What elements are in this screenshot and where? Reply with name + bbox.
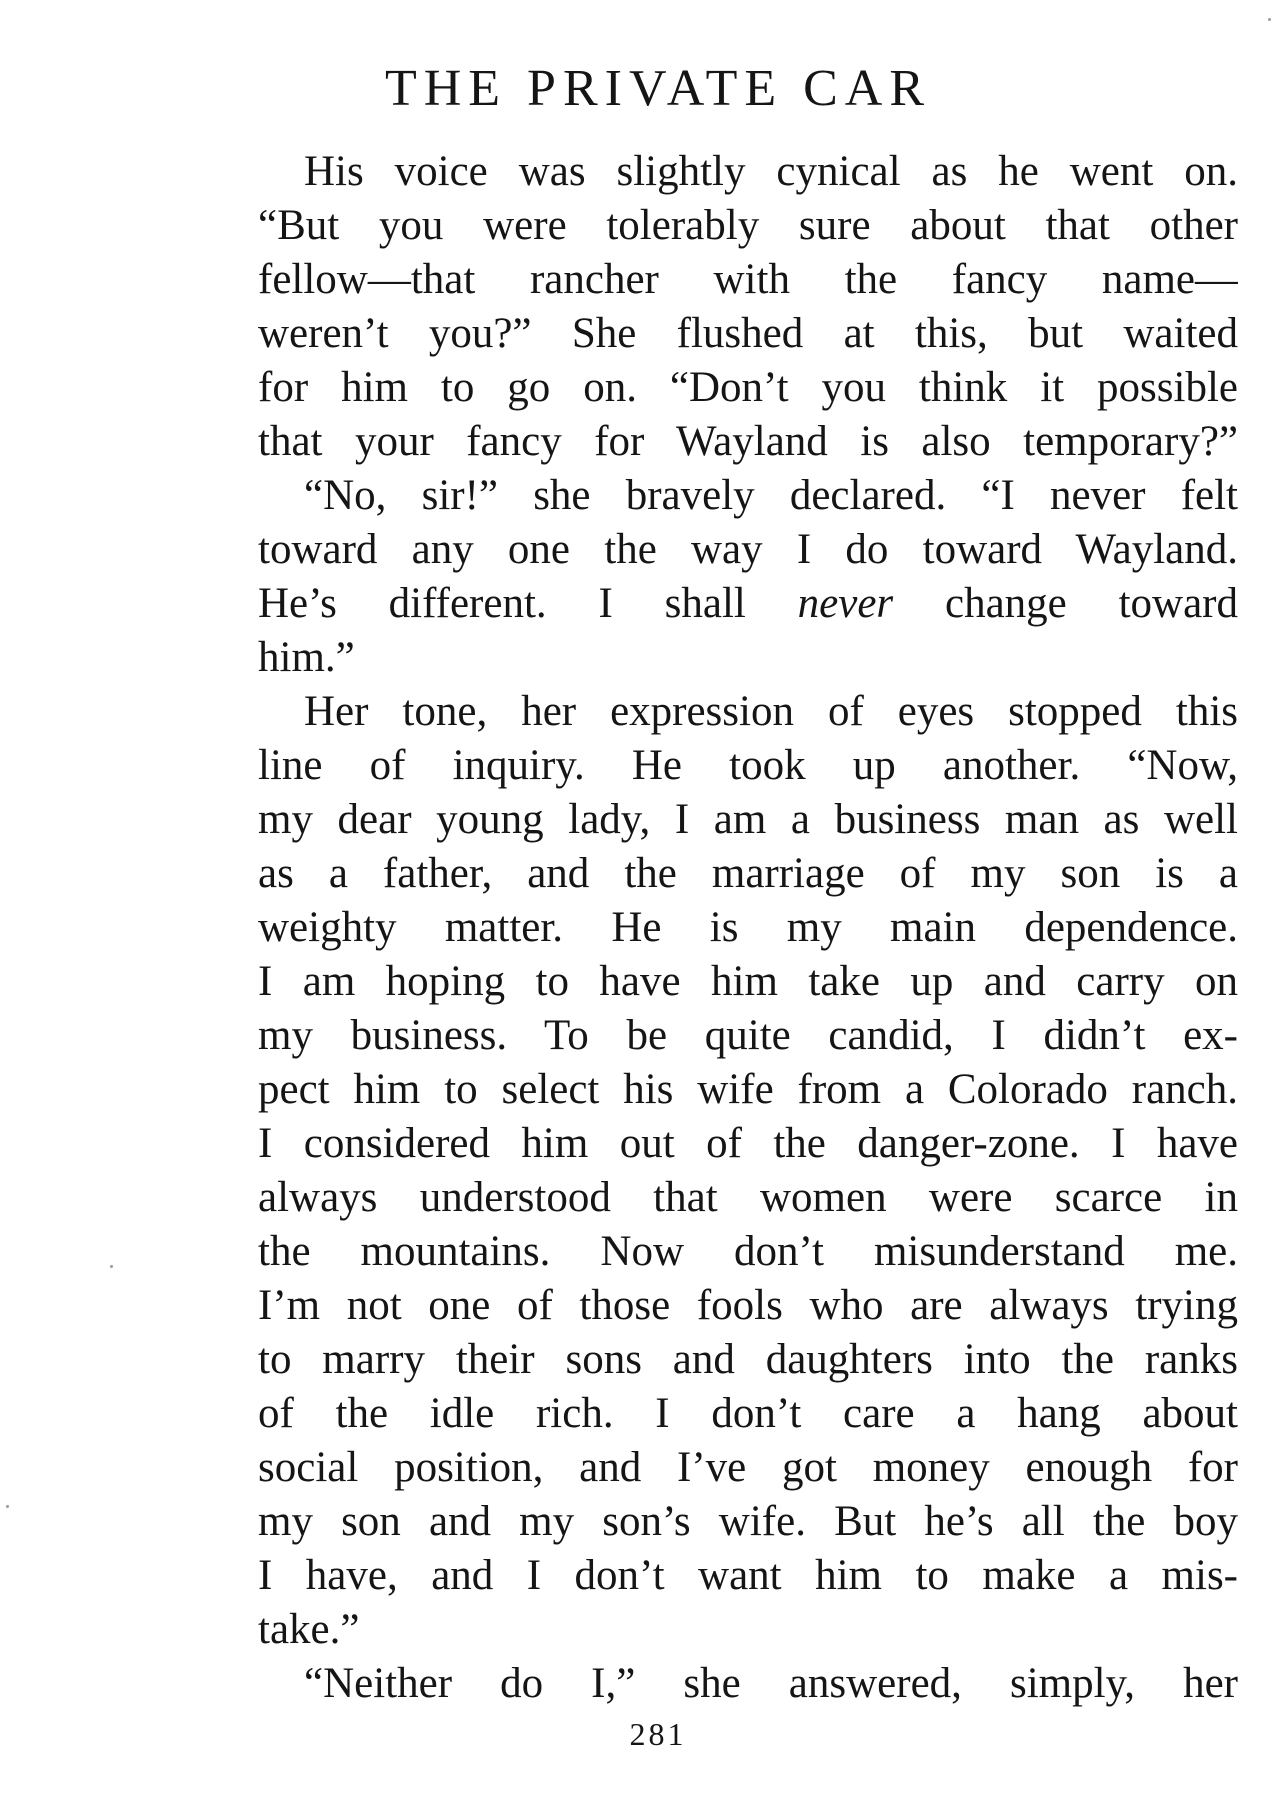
text-line: my business. To be quite candid, I didn’t ex- (258, 1012, 1238, 1059)
text-line: him.” (258, 634, 355, 681)
text-line: my son and my son’s wife. But he’s all the boy (258, 1498, 1238, 1545)
emphasis: never (797, 580, 894, 627)
text-line: for him to go on. “Don’t you think it possible (258, 364, 1238, 411)
text-line: weren’t you?” She flushed at this, but waited (258, 310, 1238, 357)
text-line: I have, and I don’t want him to make a mis- (258, 1552, 1238, 1599)
text-line: Her tone, her expression of eyes stopped this (304, 688, 1238, 735)
text-line: He’s different. I shall never change toward (258, 580, 1238, 627)
paper-speck (1268, 18, 1271, 21)
text-line: “But you were tolerably sure about that other (258, 202, 1238, 249)
text-line: His voice was slightly cynical as he went on. (304, 148, 1238, 195)
paper-speck (110, 1265, 113, 1268)
running-head: THE PRIVATE CAR (384, 60, 932, 117)
text-line: to marry their sons and daughters into the ranks (258, 1336, 1238, 1383)
text-line: of the idle rich. I don’t care a hang about (258, 1390, 1238, 1437)
text-line: “Neither do I,” she answered, simply, her (304, 1660, 1238, 1707)
text-line: I’m not one of those fools who are always trying (258, 1282, 1238, 1329)
text-line: take.” (258, 1606, 360, 1653)
text-line: social position, and I’ve got money enough for (258, 1444, 1238, 1491)
text-line: as a father, and the marriage of my son is a (258, 850, 1238, 897)
text-line: “No, sir!” she bravely declared. “I never felt (304, 472, 1238, 519)
page-number: 281 (629, 1716, 687, 1752)
text-line: my dear young lady, I am a business man as well (258, 796, 1238, 843)
body-text (258, 145, 1238, 1711)
text-line: I am hoping to have him take up and carry on (258, 958, 1238, 1005)
text-line: toward any one the way I do toward Wayland. (258, 526, 1238, 573)
text-line: always understood that women were scarce in (258, 1174, 1238, 1221)
text-line: weighty matter. He is my main dependence. (258, 904, 1238, 951)
text-line: pect him to select his wife from a Colorado ranch. (258, 1066, 1238, 1113)
text-line: the mountains. Now don’t misunderstand me. (258, 1228, 1238, 1275)
text-line: I considered him out of the danger-zone. I have (258, 1120, 1238, 1167)
text-line: line of inquiry. He took up another. “Now, (258, 742, 1238, 789)
text-line: that your fancy for Wayland is also temporary?” (258, 418, 1238, 465)
paper-speck (6, 1505, 9, 1508)
text-line: fellow—that rancher with the fancy name— (258, 256, 1238, 303)
